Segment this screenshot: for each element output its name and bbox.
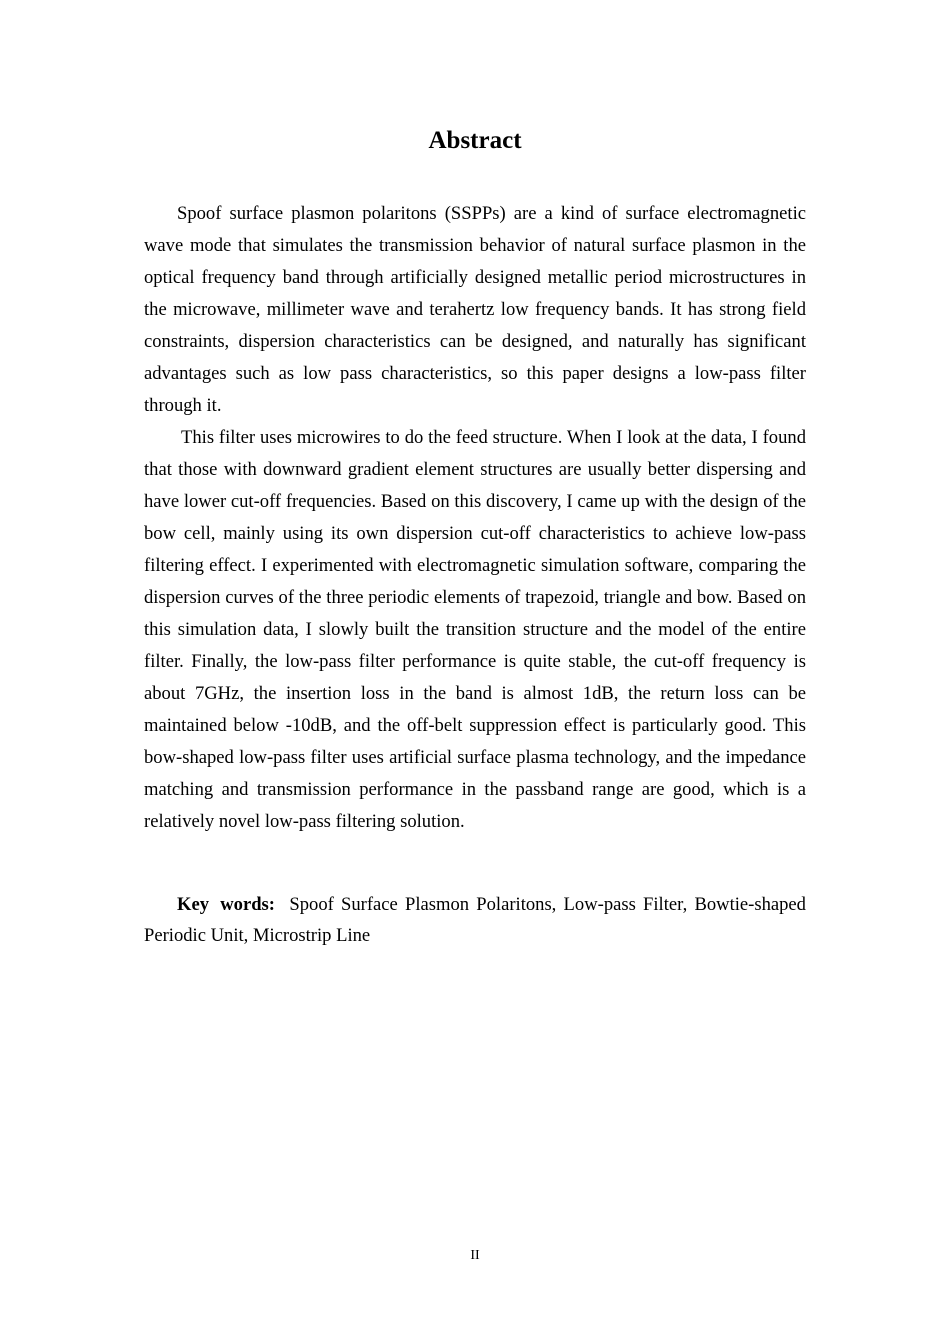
- page-title: Abstract: [428, 127, 522, 154]
- keywords-text: Spoof Surface Plasmon Polaritons, Low-pass Filter, Bowtie-shaped Periodic Unit, Microstrip Line: [144, 894, 806, 946]
- keywords-section: [144, 889, 806, 951]
- keywords-label: Key words:: [177, 894, 275, 915]
- abstract-paragraph-1: Spoof surface plasmon polaritons (SSPPs) are a kind of surface electromagnetic wave mode that simulates the transmission behavior of natural surface plasmon in the optical frequency band through artificially designed metallic period microstructures in the microwave, millimeter wave and terahertz low frequency bands. It has strong field constraints, dispersion characteristics can be designed, and naturally has significant advantages such as low pass characteristics, so this paper designs a low-pass filter through it.: [144, 203, 806, 416]
- page-number: II: [470, 1248, 480, 1263]
- abstract-paragraph-2: This filter uses microwires to do the feed structure. When I look at the data, I found that those with downward gradient element structures are usually better dispersing and have lower cut-off frequencies. Based on this discovery, I came up with the design of the bow cell, mainly using its own dispersion cut-off characteristics to achieve low-pass filtering effect. I experimented with electromagnetic simulation software, comparing the dispersion curves of the three periodic elements of trapezoid, triangle and bow. Based on this simulation data, I slowly built the transition structure and the model of the entire filter. Finally, the low-pass filter performance is quite stable, the cut-off frequency is about 7GHz, the insertion loss in the band is almost 1dB, the return loss can be maintained below -10dB, and the off-belt suppression effect is particularly good. This bow-shaped low-pass filter uses artificial surface plasma technology, and the impedance matching and transmission performance in the passband range are good, which is a relatively novel low-pass filtering solution.: [144, 427, 806, 832]
- abstract-body: [144, 198, 806, 838]
